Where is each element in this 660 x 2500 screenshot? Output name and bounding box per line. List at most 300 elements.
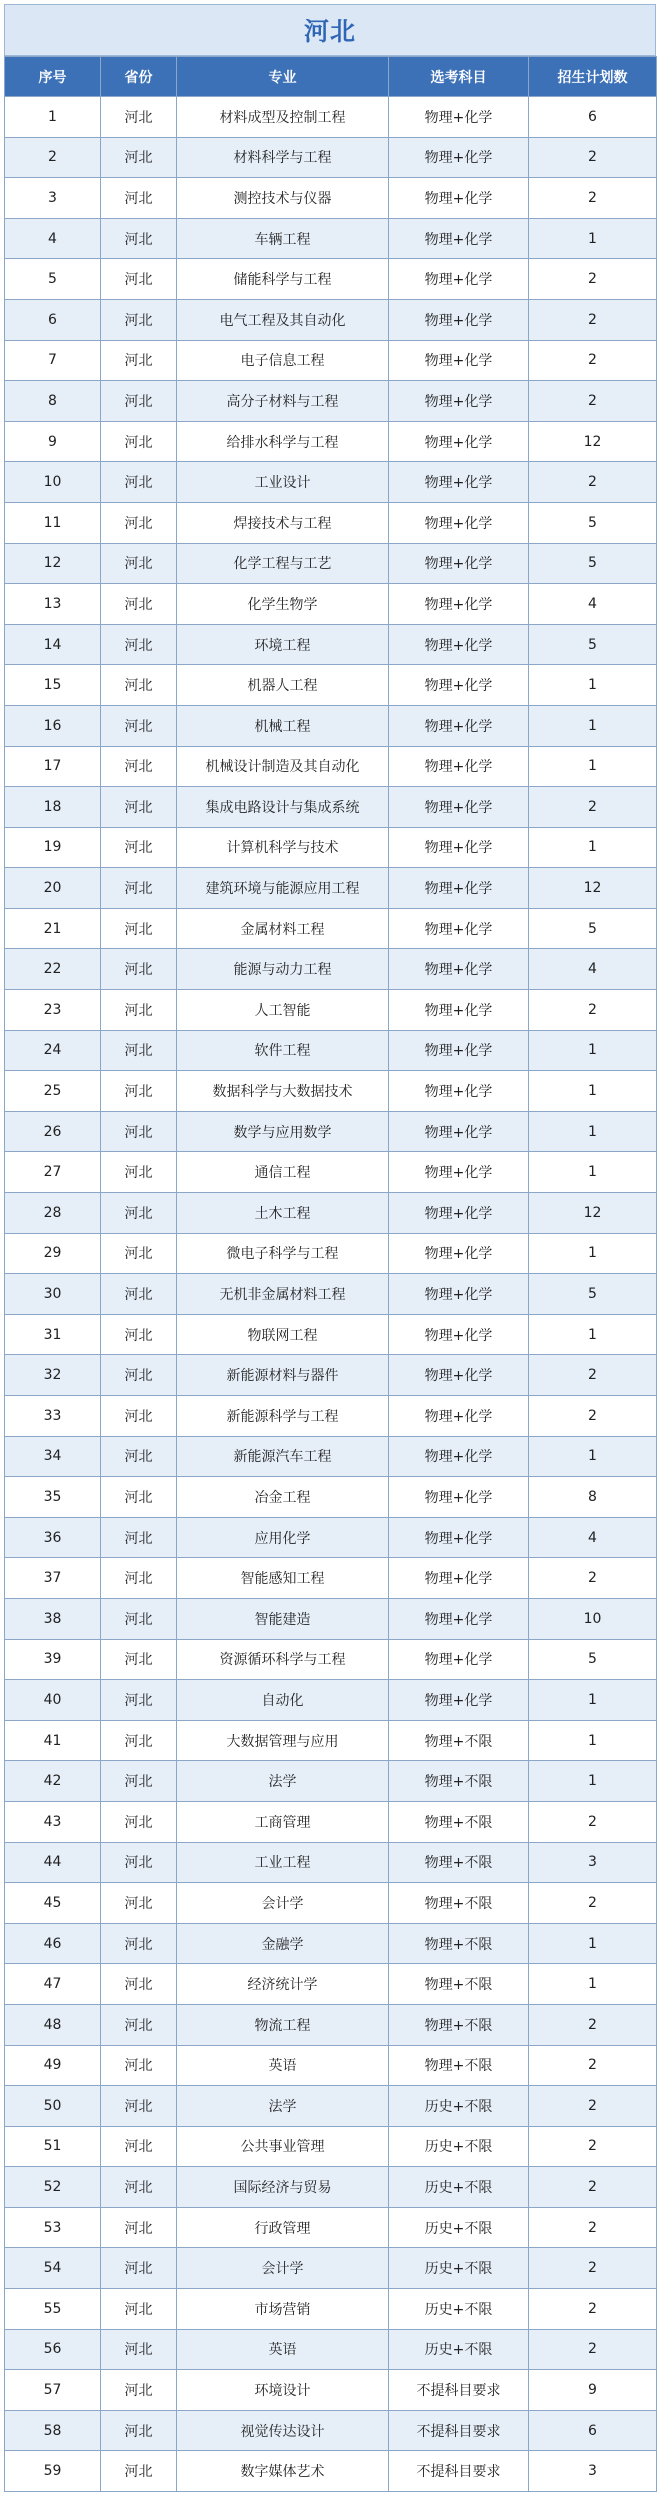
table-row [5,1436,657,1477]
cell-serial-number: 16 [5,705,101,746]
cell-serial-number: 21 [5,908,101,949]
table-row [5,868,657,909]
cell-subjects: 物理+化学 [389,97,529,138]
cell-subjects: 历史+不限 [389,2289,529,2330]
cell-subjects: 物理+化学 [389,746,529,787]
table-row [5,1274,657,1315]
cell-major: 通信工程 [177,1152,389,1193]
table-row [5,1314,657,1355]
table-row [5,2370,657,2411]
table-row [5,1761,657,1802]
cell-serial-number: 7 [5,340,101,381]
table-row [5,299,657,340]
cell-serial-number: 37 [5,1558,101,1599]
cell-subjects: 物理+化学 [389,1274,529,1315]
table-row [5,949,657,990]
cell-major: 无机非金属材料工程 [177,1274,389,1315]
cell-plan-count: 1 [529,1314,657,1355]
cell-serial-number: 33 [5,1396,101,1437]
cell-serial-number: 38 [5,1598,101,1639]
cell-subjects: 物理+化学 [389,1598,529,1639]
table-row [5,2086,657,2127]
cell-province: 河北 [101,1396,177,1437]
cell-major: 会计学 [177,2248,389,2289]
cell-serial-number: 17 [5,746,101,787]
cell-serial-number: 59 [5,2451,101,2492]
cell-plan-count: 2 [529,2045,657,2086]
table-row [5,1720,657,1761]
cell-serial-number: 54 [5,2248,101,2289]
table-row [5,1152,657,1193]
table-row [5,2248,657,2289]
cell-major: 集成电路设计与集成系统 [177,787,389,828]
table-row [5,97,657,138]
enrollment-table [4,56,657,2492]
cell-serial-number: 58 [5,2410,101,2451]
cell-serial-number: 32 [5,1355,101,1396]
cell-serial-number: 12 [5,543,101,584]
header-province: 省份 [101,57,177,97]
cell-subjects: 物理+化学 [389,462,529,503]
cell-serial-number: 29 [5,1233,101,1274]
cell-subjects: 物理+化学 [389,705,529,746]
cell-subjects: 物理+化学 [389,949,529,990]
cell-province: 河北 [101,1517,177,1558]
cell-serial-number: 47 [5,1964,101,2005]
cell-plan-count: 2 [529,259,657,300]
table-row [5,1071,657,1112]
cell-major: 能源与动力工程 [177,949,389,990]
cell-plan-count: 1 [529,1720,657,1761]
cell-serial-number: 41 [5,1720,101,1761]
cell-subjects: 不提科目要求 [389,2410,529,2451]
cell-plan-count: 2 [529,2004,657,2045]
cell-serial-number: 10 [5,462,101,503]
cell-province: 河北 [101,746,177,787]
table-row [5,2451,657,2492]
cell-serial-number: 45 [5,1883,101,1924]
table-row [5,1558,657,1599]
cell-province: 河北 [101,2329,177,2370]
cell-subjects: 物理+化学 [389,421,529,462]
table-row [5,746,657,787]
table-row [5,259,657,300]
cell-province: 河北 [101,1152,177,1193]
cell-province: 河北 [101,1477,177,1518]
table-row [5,502,657,543]
cell-serial-number: 20 [5,868,101,909]
cell-major: 行政管理 [177,2207,389,2248]
table-row [5,1233,657,1274]
cell-subjects: 历史+不限 [389,2207,529,2248]
table-header-row [5,57,657,97]
table-row [5,462,657,503]
cell-province: 河北 [101,908,177,949]
table-row [5,1598,657,1639]
cell-province: 河北 [101,543,177,584]
cell-subjects: 历史+不限 [389,2086,529,2127]
table-row [5,1883,657,1924]
cell-plan-count: 6 [529,97,657,138]
table-row [5,1842,657,1883]
cell-serial-number: 6 [5,299,101,340]
cell-subjects: 物理+化学 [389,1233,529,1274]
table-row [5,624,657,665]
cell-subjects: 物理+化学 [389,624,529,665]
cell-serial-number: 50 [5,2086,101,2127]
cell-province: 河北 [101,624,177,665]
cell-major: 资源循环科学与工程 [177,1639,389,1680]
cell-province: 河北 [101,340,177,381]
cell-major: 国际经济与贸易 [177,2167,389,2208]
cell-plan-count: 1 [529,1233,657,1274]
cell-major: 给排水科学与工程 [177,421,389,462]
cell-province: 河北 [101,705,177,746]
cell-plan-count: 2 [529,2126,657,2167]
cell-plan-count: 4 [529,949,657,990]
cell-serial-number: 35 [5,1477,101,1518]
cell-plan-count: 2 [529,1558,657,1599]
cell-serial-number: 34 [5,1436,101,1477]
cell-major: 高分子材料与工程 [177,381,389,422]
cell-plan-count: 5 [529,543,657,584]
table-row [5,1517,657,1558]
table-row [5,218,657,259]
cell-plan-count: 2 [529,340,657,381]
table-row [5,2289,657,2330]
cell-serial-number: 52 [5,2167,101,2208]
cell-major: 法学 [177,1761,389,1802]
cell-province: 河北 [101,259,177,300]
cell-plan-count: 2 [529,1355,657,1396]
cell-major: 新能源材料与器件 [177,1355,389,1396]
cell-major: 工业设计 [177,462,389,503]
cell-subjects: 物理+化学 [389,1639,529,1680]
cell-plan-count: 2 [529,1801,657,1842]
cell-plan-count: 1 [529,665,657,706]
cell-province: 河北 [101,1355,177,1396]
cell-subjects: 物理+不限 [389,1761,529,1802]
cell-province: 河北 [101,1598,177,1639]
cell-province: 河北 [101,2045,177,2086]
cell-major: 公共事业管理 [177,2126,389,2167]
table-row [5,827,657,868]
table-row [5,1964,657,2005]
cell-plan-count: 2 [529,2086,657,2127]
cell-subjects: 物理+化学 [389,1111,529,1152]
cell-province: 河北 [101,1030,177,1071]
cell-subjects: 物理+化学 [389,1517,529,1558]
cell-serial-number: 30 [5,1274,101,1315]
cell-serial-number: 31 [5,1314,101,1355]
cell-subjects: 物理+化学 [389,1558,529,1599]
table-row [5,1923,657,1964]
cell-major: 工业工程 [177,1842,389,1883]
cell-major: 法学 [177,2086,389,2127]
cell-subjects: 物理+化学 [389,299,529,340]
cell-major: 建筑环境与能源应用工程 [177,868,389,909]
cell-serial-number: 27 [5,1152,101,1193]
cell-subjects: 物理+化学 [389,1030,529,1071]
table-row [5,908,657,949]
cell-province: 河北 [101,1071,177,1112]
cell-province: 河北 [101,868,177,909]
cell-major: 会计学 [177,1883,389,1924]
cell-major: 电子信息工程 [177,340,389,381]
cell-plan-count: 12 [529,868,657,909]
cell-major: 土木工程 [177,1193,389,1234]
cell-plan-count: 12 [529,1193,657,1234]
cell-province: 河北 [101,2126,177,2167]
cell-major: 应用化学 [177,1517,389,1558]
cell-major: 软件工程 [177,1030,389,1071]
cell-plan-count: 5 [529,624,657,665]
cell-serial-number: 46 [5,1923,101,1964]
cell-major: 车辆工程 [177,218,389,259]
cell-plan-count: 2 [529,1396,657,1437]
table-row [5,381,657,422]
cell-plan-count: 1 [529,746,657,787]
cell-province: 河北 [101,1801,177,1842]
cell-serial-number: 43 [5,1801,101,1842]
cell-serial-number: 13 [5,584,101,625]
cell-serial-number: 49 [5,2045,101,2086]
table-row [5,2329,657,2370]
cell-serial-number: 48 [5,2004,101,2045]
table-row [5,2045,657,2086]
cell-serial-number: 55 [5,2289,101,2330]
cell-plan-count: 2 [529,2207,657,2248]
cell-province: 河北 [101,462,177,503]
cell-major: 物联网工程 [177,1314,389,1355]
cell-plan-count: 1 [529,1964,657,2005]
table-row [5,1030,657,1071]
cell-serial-number: 25 [5,1071,101,1112]
cell-province: 河北 [101,137,177,178]
cell-subjects: 物理+化学 [389,665,529,706]
cell-major: 环境工程 [177,624,389,665]
table-row [5,665,657,706]
cell-serial-number: 57 [5,2370,101,2411]
cell-province: 河北 [101,1923,177,1964]
cell-major: 大数据管理与应用 [177,1720,389,1761]
cell-major: 储能科学与工程 [177,259,389,300]
cell-province: 河北 [101,990,177,1031]
cell-plan-count: 5 [529,1639,657,1680]
cell-province: 河北 [101,2004,177,2045]
cell-subjects: 物理+化学 [389,1355,529,1396]
table-row [5,584,657,625]
cell-plan-count: 10 [529,1598,657,1639]
cell-major: 测控技术与仪器 [177,178,389,219]
cell-major: 微电子科学与工程 [177,1233,389,1274]
cell-plan-count: 3 [529,1842,657,1883]
table-row [5,1193,657,1234]
table-row [5,1477,657,1518]
table-row [5,2126,657,2167]
cell-plan-count: 2 [529,2167,657,2208]
cell-subjects: 物理+不限 [389,2045,529,2086]
cell-plan-count: 1 [529,1030,657,1071]
cell-subjects: 物理+化学 [389,1071,529,1112]
cell-plan-count: 1 [529,1761,657,1802]
cell-subjects: 物理+化学 [389,787,529,828]
table-row [5,178,657,219]
cell-plan-count: 5 [529,908,657,949]
cell-province: 河北 [101,949,177,990]
cell-subjects: 物理+不限 [389,2004,529,2045]
cell-serial-number: 2 [5,137,101,178]
cell-subjects: 物理+不限 [389,1923,529,1964]
cell-major: 人工智能 [177,990,389,1031]
cell-serial-number: 28 [5,1193,101,1234]
cell-province: 河北 [101,2370,177,2411]
cell-province: 河北 [101,2207,177,2248]
header-serial-number: 序号 [5,57,101,97]
cell-serial-number: 14 [5,624,101,665]
cell-subjects: 物理+化学 [389,543,529,584]
cell-subjects: 物理+化学 [389,137,529,178]
cell-plan-count: 4 [529,584,657,625]
cell-major: 新能源科学与工程 [177,1396,389,1437]
cell-subjects: 物理+化学 [389,1396,529,1437]
cell-major: 经济统计学 [177,1964,389,2005]
cell-plan-count: 9 [529,2370,657,2411]
table-row [5,1111,657,1152]
cell-subjects: 物理+化学 [389,218,529,259]
cell-plan-count: 5 [529,502,657,543]
table-row [5,705,657,746]
cell-serial-number: 39 [5,1639,101,1680]
cell-serial-number: 51 [5,2126,101,2167]
table-row [5,1355,657,1396]
table-row [5,2167,657,2208]
cell-major: 工商管理 [177,1801,389,1842]
cell-subjects: 不提科目要求 [389,2370,529,2411]
cell-plan-count: 2 [529,178,657,219]
cell-major: 机械工程 [177,705,389,746]
cell-subjects: 物理+化学 [389,584,529,625]
cell-province: 河北 [101,2086,177,2127]
header-plan-count: 招生计划数 [529,57,657,97]
cell-province: 河北 [101,787,177,828]
cell-plan-count: 2 [529,1883,657,1924]
cell-major: 材料成型及控制工程 [177,97,389,138]
cell-plan-count: 2 [529,299,657,340]
cell-major: 电气工程及其自动化 [177,299,389,340]
cell-serial-number: 40 [5,1680,101,1721]
cell-serial-number: 15 [5,665,101,706]
title-bar [4,4,656,56]
cell-plan-count: 12 [529,421,657,462]
cell-major: 市场营销 [177,2289,389,2330]
cell-serial-number: 23 [5,990,101,1031]
cell-major: 机器人工程 [177,665,389,706]
cell-province: 河北 [101,381,177,422]
table-row [5,543,657,584]
cell-serial-number: 3 [5,178,101,219]
cell-subjects: 物理+化学 [389,1477,529,1518]
cell-plan-count: 6 [529,2410,657,2451]
cell-subjects: 物理+化学 [389,827,529,868]
cell-major: 化学生物学 [177,584,389,625]
cell-province: 河北 [101,1639,177,1680]
cell-major: 智能感知工程 [177,1558,389,1599]
cell-plan-count: 1 [529,1071,657,1112]
cell-major: 物流工程 [177,2004,389,2045]
cell-subjects: 物理+化学 [389,502,529,543]
cell-subjects: 历史+不限 [389,2126,529,2167]
table-row [5,1639,657,1680]
header-major: 专业 [177,57,389,97]
cell-major: 焊接技术与工程 [177,502,389,543]
table-body [5,97,657,2492]
cell-subjects: 物理+化学 [389,381,529,422]
cell-major: 数据科学与大数据技术 [177,1071,389,1112]
table-row [5,340,657,381]
cell-province: 河北 [101,1314,177,1355]
cell-province: 河北 [101,1761,177,1802]
table-row [5,990,657,1031]
cell-province: 河北 [101,1883,177,1924]
cell-province: 河北 [101,218,177,259]
cell-plan-count: 2 [529,2289,657,2330]
cell-subjects: 物理+化学 [389,1152,529,1193]
cell-subjects: 历史+不限 [389,2167,529,2208]
cell-subjects: 物理+化学 [389,1680,529,1721]
cell-major: 化学工程与工艺 [177,543,389,584]
cell-serial-number: 11 [5,502,101,543]
cell-province: 河北 [101,1233,177,1274]
cell-major: 材料科学与工程 [177,137,389,178]
cell-subjects: 物理+不限 [389,1964,529,2005]
cell-serial-number: 42 [5,1761,101,1802]
cell-serial-number: 19 [5,827,101,868]
cell-major: 新能源汽车工程 [177,1436,389,1477]
cell-major: 金融学 [177,1923,389,1964]
cell-subjects: 物理+化学 [389,259,529,300]
cell-major: 冶金工程 [177,1477,389,1518]
table-row [5,137,657,178]
cell-serial-number: 26 [5,1111,101,1152]
cell-major: 数学与应用数学 [177,1111,389,1152]
cell-plan-count: 1 [529,827,657,868]
cell-plan-count: 5 [529,1274,657,1315]
cell-serial-number: 18 [5,787,101,828]
cell-plan-count: 1 [529,1923,657,1964]
cell-province: 河北 [101,584,177,625]
cell-subjects: 不提科目要求 [389,2451,529,2492]
cell-province: 河北 [101,299,177,340]
cell-plan-count: 2 [529,381,657,422]
cell-serial-number: 22 [5,949,101,990]
table-row [5,2410,657,2451]
cell-serial-number: 4 [5,218,101,259]
table-row [5,421,657,462]
table-row [5,1801,657,1842]
cell-plan-count: 1 [529,1152,657,1193]
table-row [5,2207,657,2248]
cell-province: 河北 [101,1842,177,1883]
cell-serial-number: 24 [5,1030,101,1071]
table-row [5,1680,657,1721]
cell-serial-number: 9 [5,421,101,462]
cell-province: 河北 [101,1720,177,1761]
table-row [5,2004,657,2045]
cell-major: 计算机科学与技术 [177,827,389,868]
cell-major: 英语 [177,2045,389,2086]
cell-province: 河北 [101,665,177,706]
